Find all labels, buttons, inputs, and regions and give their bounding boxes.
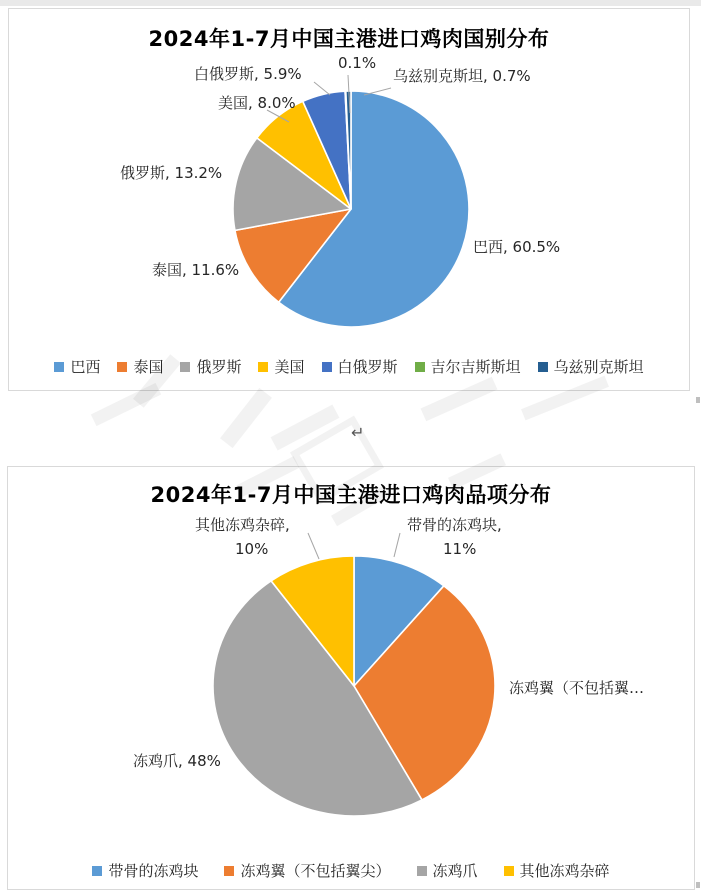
legend-label: 带骨的冻鸡块 — [108, 862, 199, 880]
chart2-label-claws: 冻鸡爪, 48% — [133, 752, 221, 770]
legend-swatch-icon — [504, 866, 514, 876]
legend-label: 俄罗斯 — [196, 358, 242, 376]
legend-swatch-icon — [54, 362, 64, 372]
chart2-label-other-offal-line1: 其他冻鸡杂碎, — [195, 516, 290, 534]
chart1-label-usa: 美国, 8.0% — [218, 94, 296, 112]
chart2-label-other-offal-line2: 10% — [235, 540, 269, 558]
legend-item-美国 — [258, 356, 304, 377]
chart2-pie-svg — [8, 467, 694, 889]
chart2-legend — [8, 860, 694, 881]
legend-swatch-icon — [117, 362, 127, 372]
legend-label: 巴西 — [70, 358, 101, 376]
legend-swatch-icon — [322, 362, 332, 372]
legend-label: 其他冻鸡杂碎 — [519, 862, 610, 880]
legend-swatch-icon — [258, 362, 268, 372]
legend-item-泰国 — [117, 356, 163, 377]
legend-item-冻鸡爪 — [417, 860, 478, 881]
legend-label: 冻鸡翼（不包括翼尖） — [240, 862, 391, 880]
legend-item-巴西 — [54, 356, 100, 377]
legend-item-其他冻鸡杂碎 — [504, 860, 610, 881]
paragraph-return-mark: ↵ — [351, 423, 365, 442]
chart1-label-belarus: 白俄罗斯, 5.9% — [194, 65, 302, 83]
chart1-country-distribution — [8, 8, 690, 391]
legend-item-冻鸡翼（不包括翼尖） — [224, 860, 390, 881]
label-leader-line — [308, 533, 319, 559]
label-leader-line — [314, 82, 330, 95]
legend-item-乌兹别克斯坦 — [538, 356, 644, 377]
chart1-label-kyrgyzstan: 0.1% — [338, 54, 377, 72]
object-anchor-mark — [696, 397, 700, 403]
legend-label: 泰国 — [133, 358, 164, 376]
document-top-edge — [0, 0, 701, 6]
chart1-label-brazil: 巴西, 60.5% — [473, 238, 561, 256]
label-leader-line — [394, 533, 400, 557]
legend-swatch-icon — [415, 362, 425, 372]
chart1-label-thailand: 泰国, 11.6% — [152, 261, 240, 279]
chart1-label-russia: 俄罗斯, 13.2% — [120, 164, 223, 182]
legend-swatch-icon — [538, 362, 548, 372]
legend-swatch-icon — [180, 362, 190, 372]
chart2-label-bone-in-cuts-line2: 11% — [443, 540, 477, 558]
legend-item-吉尔吉斯斯坦 — [415, 356, 521, 377]
legend-label: 白俄罗斯 — [337, 358, 398, 376]
object-anchor-mark — [696, 882, 700, 888]
legend-label: 吉尔吉斯斯坦 — [430, 358, 521, 376]
chart1-label-uzbekistan: 乌兹别克斯坦, 0.7% — [393, 67, 531, 85]
chart1-legend — [9, 356, 689, 377]
legend-label: 乌兹别克斯坦 — [553, 358, 644, 376]
legend-label: 美国 — [274, 358, 305, 376]
chart1-title: 2024年1-7月中国主港进口鸡肉国别分布 — [148, 27, 550, 51]
legend-item-白俄罗斯 — [322, 356, 398, 377]
chart2-title: 2024年1-7月中国主港进口鸡肉品项分布 — [150, 483, 552, 507]
legend-item-带骨的冻鸡块 — [92, 860, 198, 881]
legend-label: 冻鸡爪 — [432, 862, 478, 880]
legend-swatch-icon — [224, 866, 234, 876]
legend-swatch-icon — [417, 866, 427, 876]
chart2-label-wings-truncated: 冻鸡翼（不包括翼… — [509, 679, 645, 697]
legend-swatch-icon — [92, 866, 102, 876]
legend-item-俄罗斯 — [180, 356, 241, 377]
chart2-product-distribution — [7, 466, 695, 890]
chart2-label-bone-in-cuts-line1: 带骨的冻鸡块, — [407, 516, 502, 534]
